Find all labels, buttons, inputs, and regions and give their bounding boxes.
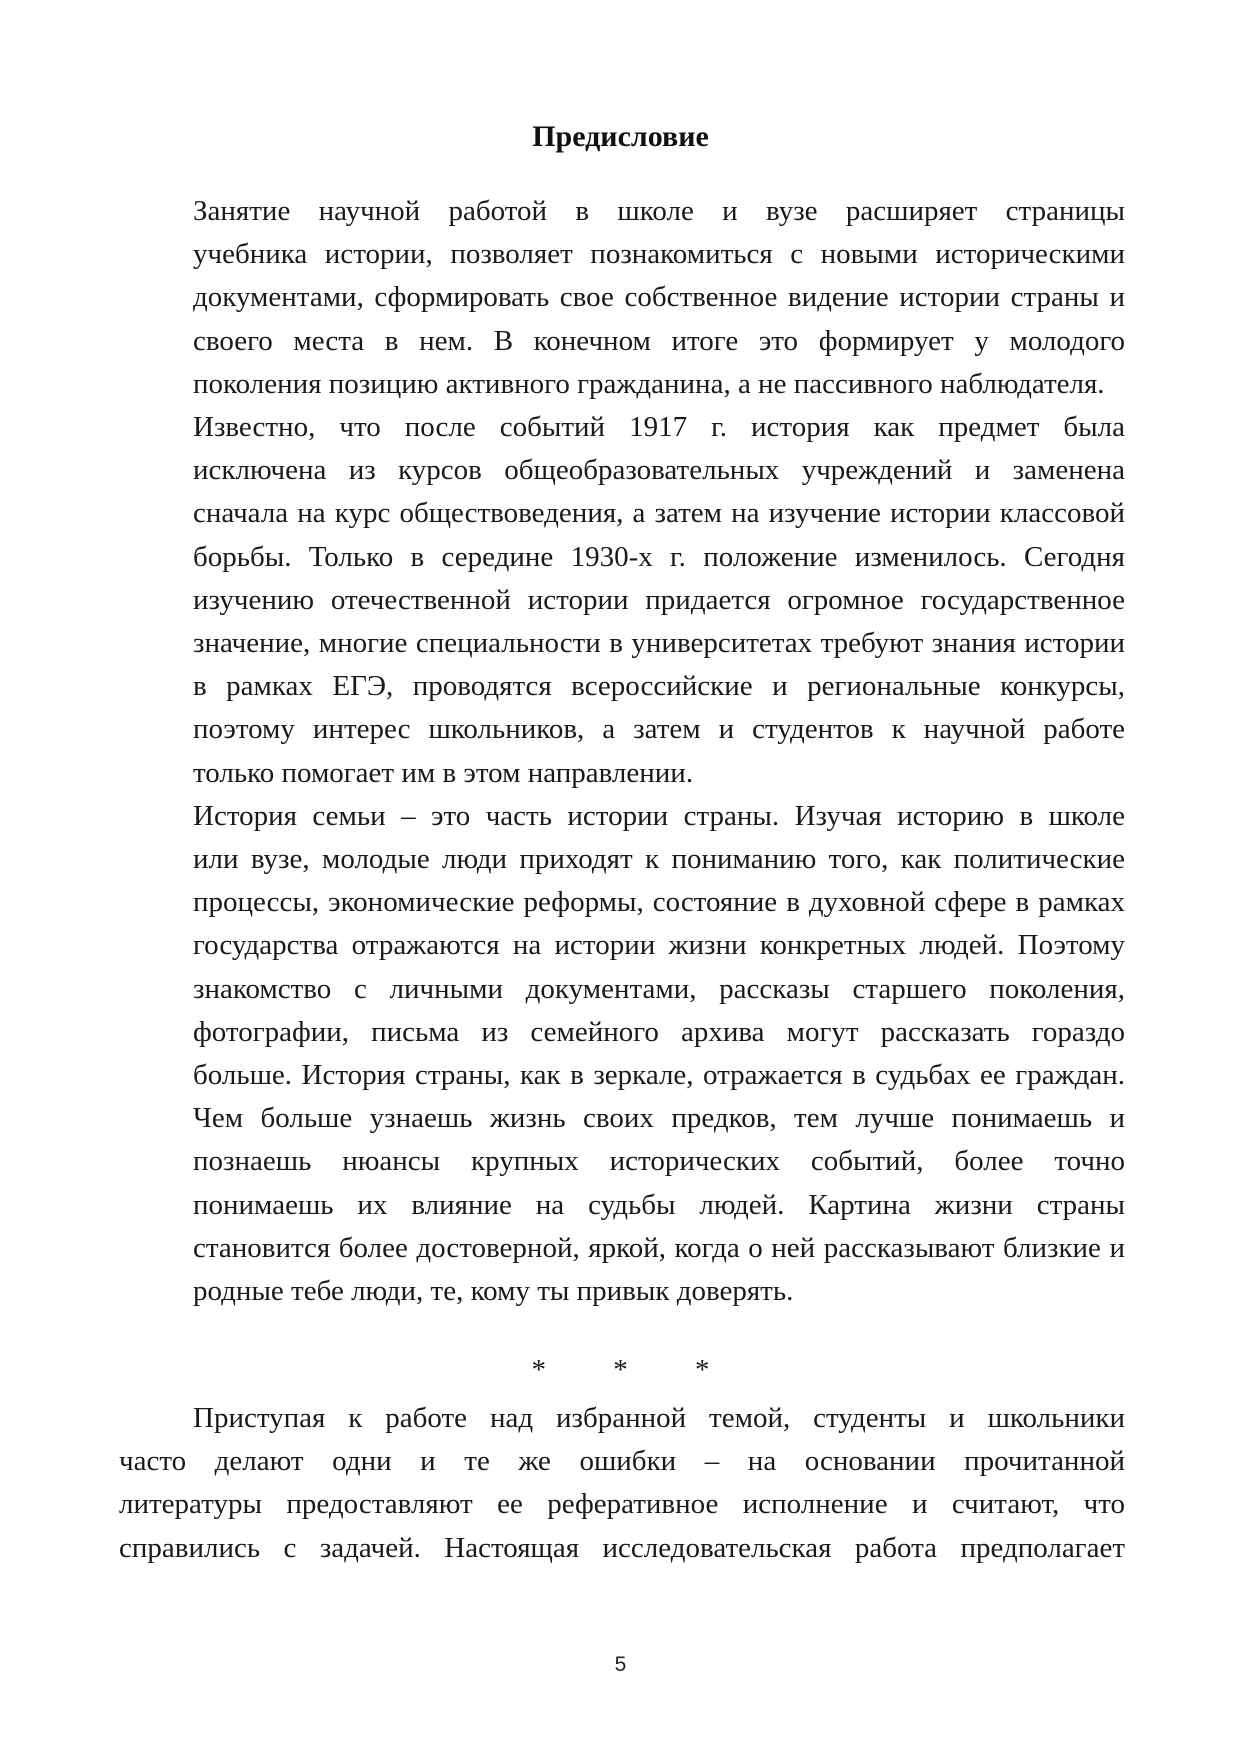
text-line: Приступая к работе над избранной темой, студенты и школьники (193, 1402, 1125, 1434)
section-2 (119, 1397, 1125, 1570)
page-number: 5 (614, 1653, 627, 1676)
text-line: литературы предоставляют ее реферативное исполнение и считают, что (119, 1488, 1125, 1521)
text-line: документами, сформировать свое собственное видение истории страны и (193, 281, 1125, 314)
text-line: изучению отечественной истории придается огромное государственное (193, 583, 1125, 616)
text-line: учебника истории, позволяет познакомиться с новыми историческими (193, 238, 1125, 271)
section-separator (0, 1350, 1241, 1390)
text-line: значение, многие специальности в университетах требуют знания истории (193, 627, 1125, 660)
text-line: родные тебе люди, те, кому ты привык доверять. (193, 1275, 794, 1308)
text-line: в рамках ЕГЭ, проводятся всероссийские и региональные конкурсы, (193, 670, 1125, 703)
text-line: справились с задачей. Настоящая исследовательская работа предполагает (119, 1531, 1125, 1564)
text-line: знакомство с личными документами, рассказы старшего поколения, (193, 972, 1125, 1005)
separator-star: * (695, 1354, 710, 1386)
paragraph-4 (119, 1397, 1125, 1570)
text-line: сначала на курс обществоведения, а затем на изучение истории классовой (193, 497, 1125, 530)
text-line: История семьи – это часть истории страны. Изучая историю в школе (193, 799, 1125, 832)
text-line: Занятие научной работой в школе и вузе расширяет страницы (193, 195, 1125, 227)
text-line: только помогает им в этом направлении. (193, 756, 694, 789)
text-line: исключена из курсов общеобразовательных учреждений и заменена (193, 454, 1125, 487)
section-1 (119, 190, 1125, 1313)
text-line: своего места в нем. В конечном итоге это формирует у молодого (193, 324, 1125, 357)
text-line: больше. История страны, как в зеркале, отражается в судьбах ее граждан. (193, 1059, 1125, 1092)
text-line: поколения позицию активного гражданина, а не пассивного наблюдателя. (193, 367, 1105, 400)
text-line: борьбы. Только в середине 1930-х г. положение изменилось. Сегодня (193, 540, 1125, 573)
page-title: Предисловие (532, 120, 709, 153)
paragraph-3 (119, 795, 1125, 1313)
text-line: процессы, экономические реформы, состояние в духовной сфере в рамках (193, 886, 1125, 919)
paragraph-1 (119, 190, 1125, 406)
text-line: понимаешь их влияние на судьбы людей. Картина жизни страны (193, 1188, 1125, 1221)
text-line: познаешь нюансы крупных исторических событий, более точно (193, 1145, 1125, 1178)
text-line: поэтому интерес школьников, а затем и студентов к научной работе (193, 713, 1125, 746)
text-line: Чем больше узнаешь жизнь своих предков, тем лучше понимаешь и (193, 1102, 1125, 1135)
paragraph-2 (119, 406, 1125, 795)
text-line: или вузе, молодые люди приходят к пониманию того, как политические (193, 843, 1125, 876)
text-line: государства отражаются на истории жизни конкретных людей. Поэтому (193, 929, 1125, 962)
text-line: Известно, что после событий 1917 г. история как предмет была (193, 411, 1125, 444)
text-line: фотографии, письма из семейного архива могут рассказать гораздо (193, 1015, 1125, 1048)
text-line: часто делают одни и те же ошибки – на основании прочитанной (119, 1445, 1125, 1478)
text-line: становится более достоверной, яркой, когда о ней рассказывают близкие и (193, 1231, 1125, 1264)
separator-star: * (531, 1354, 546, 1386)
separator-star: * (613, 1354, 628, 1386)
